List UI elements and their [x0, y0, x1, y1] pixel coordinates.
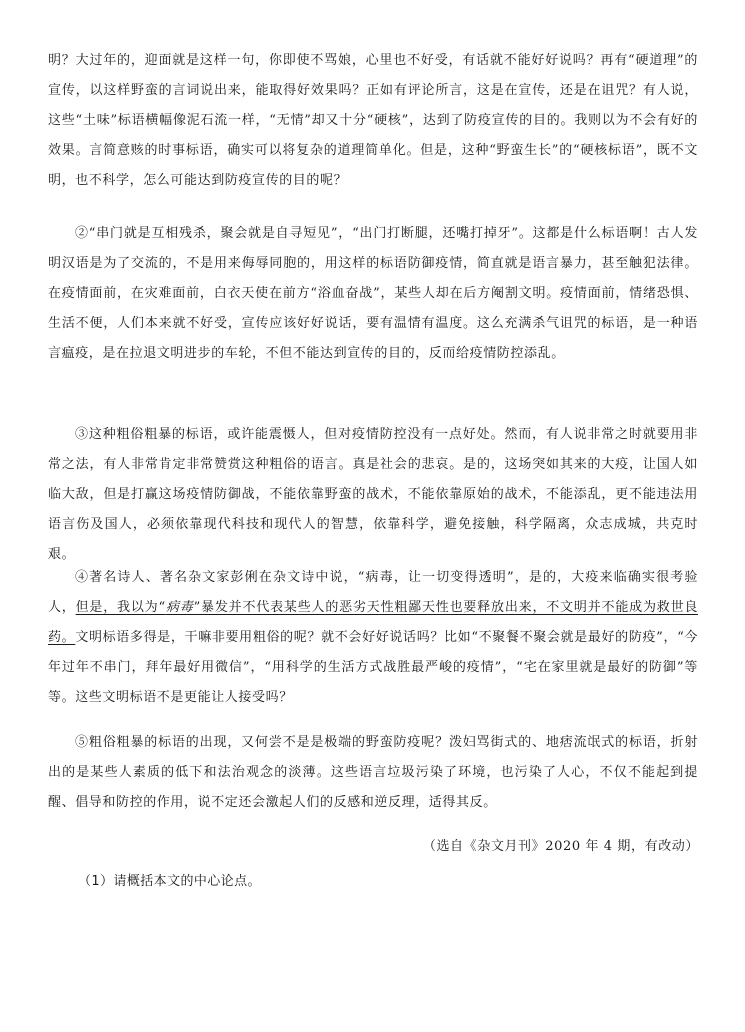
paragraph-4 — [48, 563, 698, 713]
question-1: （1）请概括本文的中心论点。 — [78, 874, 261, 889]
paragraph-3: ③这种粗俗粗暴的标语，或许能震慑人，但对疫情防控没有一点好处。然而，有人说非常之时就要用非常之法，有人非常肯定非常赞赏这种粗俗的语言。真是社会的悲哀。是的，这场突如其来的大疫，让国人如临大敌，但是打赢这场疫情防御战，不能依靠野蛮的战术，不能依靠原始的战术，不能添乱，更不能违法用语言伤及国人，必须依靠现代科技和现代人的智慧，依靠科学，避免接触，科学隔离，众志成城，共克时艰。 — [48, 427, 698, 562]
paragraph-4-underlined-italic: 病毒 — [165, 600, 194, 615]
paragraph-4-underlined-post: ”暴发并不代表某些人的恶劣天性粗鄙天性也要释放出来，不文明并不能成为救世良药。 — [48, 600, 698, 645]
paragraph-4-before: ④著名诗人、著名杂文家彭俐在杂文诗中说，“病毒，让一切变得透明”，是的，大疫来临确实很考验人， — [48, 570, 698, 615]
paragraph-1-continued: 明？大过年的，迎面就是这样一句，你即使不骂娘，心里也不好受，有话就不能好好说吗？再有“硬道理”的宣传，以这样野蛮的言词说出来，能取得好效果吗？正如有评论所言，这是在宣传，还是在诅咒？有人说，这些“土味”标语横幅像泥石流一样，“无情”却又十分“硬核”，达到了防疫宣传的目的。我则以为不会有好的效果。言简意赅的时事标语，确实可以将复杂的道理简单化。但是，这种“野蛮生长”的“硬核标语”，既不文明，也不科学，怎么可能达到防疫宣传的目的呢？ — [48, 53, 698, 188]
paragraph-4-underlined-pre: 但是，我以为“ — [75, 600, 166, 615]
source-citation: （选自《杂文月刊》2020 年 4 期，有改动） — [422, 839, 699, 854]
paragraph-5: ⑤粗俗粗暴的标语的出现，又何尝不是是极端的野蛮防疫呢？泼妇骂街式的、地痞流氓式的标语，折射出的是某些人素质的低下和法治观念的淡薄。这些语言垃圾污染了环境，也污染了人心，不仅不能起到提醒、倡导和防控的作用，说不定还会激起人们的反感和逆反理，适得其反。 — [48, 735, 698, 810]
paragraph-2: ②“串门就是互相残杀，聚会就是自寻短见”，“出门打断腿，还嘴打掉牙”。这都是什么标语啊！古人发明汉语是为了交流的，不是用来侮辱同胞的，用这样的标语防御疫情，简直就是语言暴力，甚至触犯法律。在疫情面前，在灾难面前，白衣天使在前方“浴血奋战”，某些人却在后方阉割文明。疫情面前，情绪恐惧、生活不便，人们本来就不好受，宣传应该好好说话，要有温情有温度。这么充满杀气诅咒的标语，是一种语言瘟疫，是在拉退文明进步的车轮，不但不能达到宣传的目的，反而给疫情防控添乱。 — [48, 226, 698, 361]
paragraph-4-after: 文明标语多得是，干嘛非要用粗俗的呢？就不会好好说话吗？比如“不聚餐不聚会就是最好的防疫”，“今年过年不串门，拜年最好用微信”，“用科学的生活方式战胜最严峻的疫情”，“宅在家里就是最好的防御”等等。这些文明标语不是更能让人接受吗？ — [48, 630, 698, 705]
